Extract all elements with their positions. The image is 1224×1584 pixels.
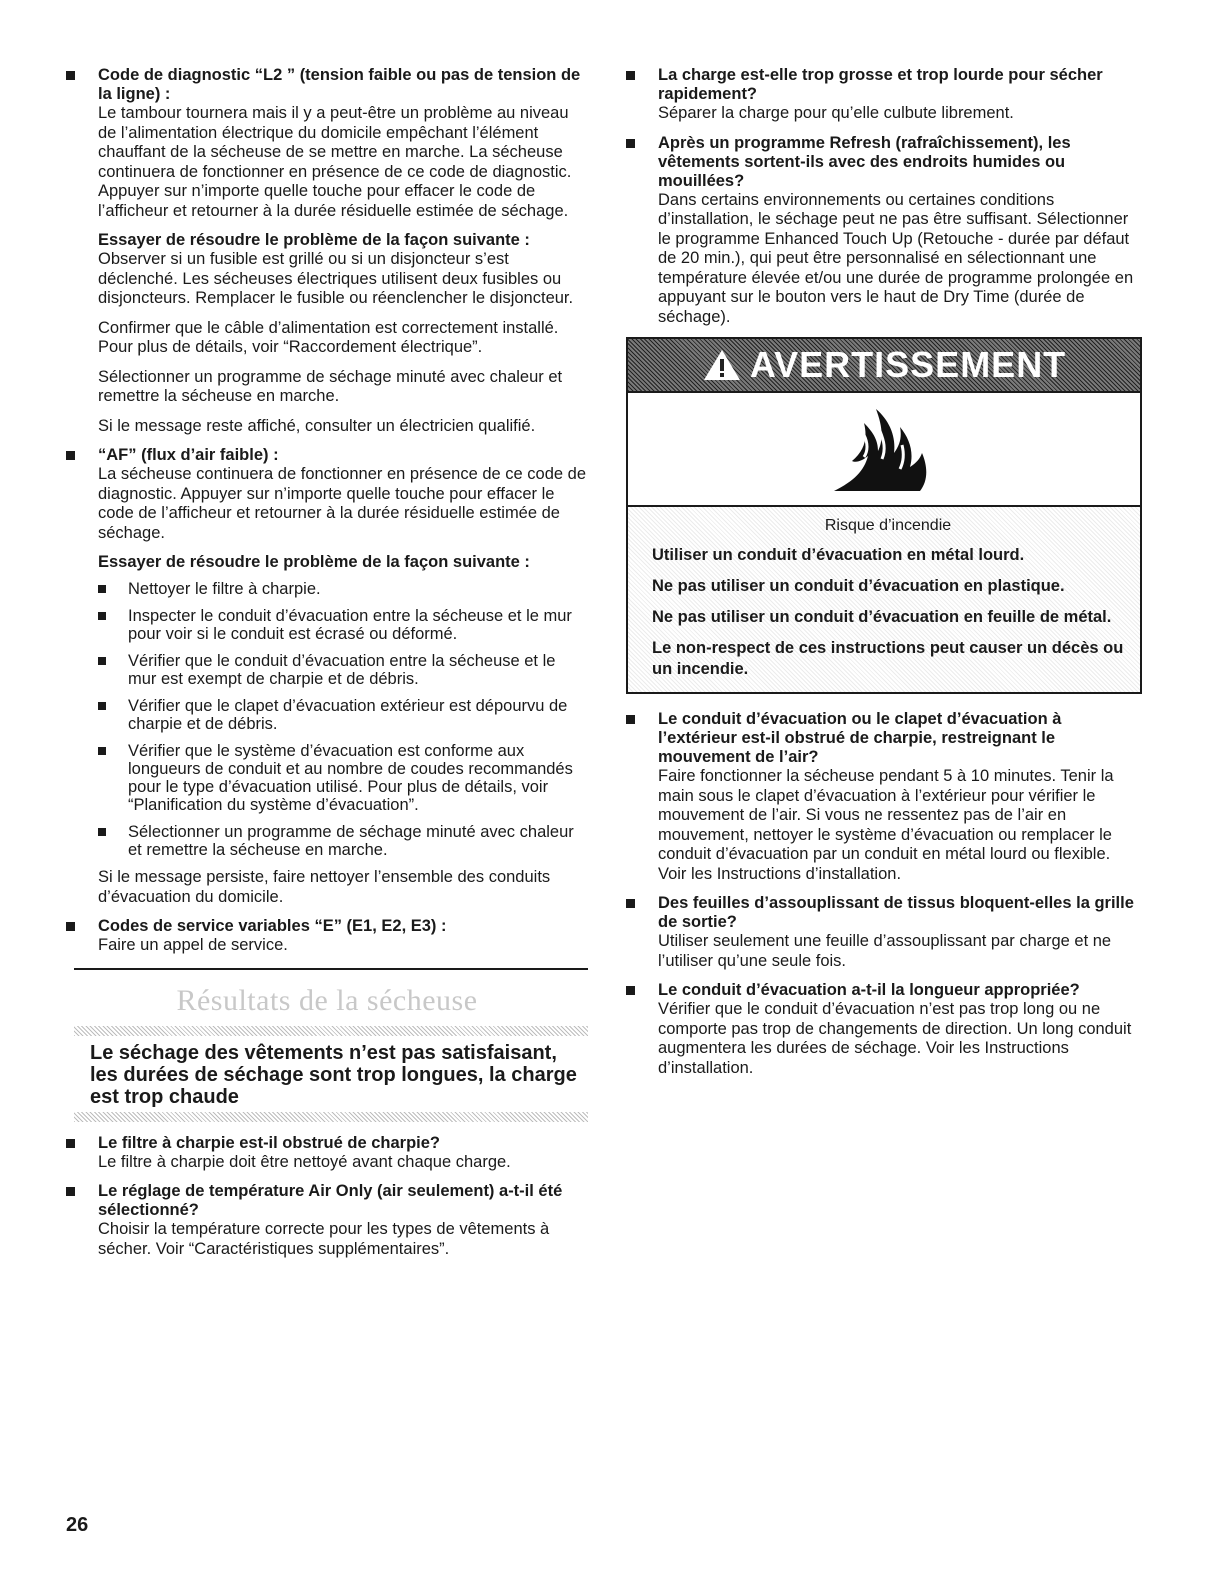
answer: La sécheuse continuera de fonctionner en présence de ce code de diagnostic. Appuyer sur n’importe quelle touche pour effacer le code de l’afficheur et retourner à la durée résiduelle estimée de séchage.: [98, 465, 587, 542]
question: Le conduit d’évacuation a-t-il la longueur appropriée?: [658, 981, 1080, 999]
paragraph: Confirmer que le câble d’alimentation est correctement installé. Pour plus de détails, voir “Raccordement électrique”.: [98, 318, 559, 356]
list-item-temperature: [66, 1182, 588, 1259]
answer: Vérifier que le conduit d’évacuation n’est pas trop long ou ne comporte pas trop de changements de direction. Un long conduit augmentera les durées de séchage. Voir les Instructions d’installation.: [658, 1000, 1132, 1077]
section-rule: [74, 968, 588, 970]
right-column: [626, 66, 1142, 1088]
bullet-icon: [98, 612, 106, 620]
warning-box: [626, 337, 1142, 694]
sub-list-item: Vérifier que le système d’évacuation est conforme aux longueurs de conduit et au nombre de coudes recommandés pour le type d’évacuation utilisé. Pour plus de détails, voir “Planification du système d’évacuation”.: [98, 742, 588, 814]
question: Des feuilles d’assouplissant de tissus bloquent-elles la grille de sortie?: [658, 894, 1134, 931]
list-item-load: [626, 66, 1142, 124]
answer: Faire un appel de service.: [98, 936, 288, 954]
answer: Utiliser seulement une feuille d’assouplissant par charge et ne l’utiliser qu’une seule fois.: [658, 932, 1112, 970]
bullet-icon: [98, 747, 106, 755]
bullet-icon: [66, 71, 75, 80]
try-heading: Essayer de résoudre le problème de la façon suivante :: [98, 553, 530, 571]
warning-header: [628, 339, 1140, 393]
bullet-icon: [66, 451, 75, 460]
paragraph: Si le message reste affiché, consulter un électricien qualifié.: [98, 416, 536, 435]
sub-list-item: Vérifier que le clapet d’évacuation extérieur est dépourvu de charpie et de débris.: [98, 697, 588, 733]
question: Le conduit d’évacuation ou le clapet d’évacuation à l’extérieur est-il obstrué de charpie, restreignant le mouvement de l’air?: [658, 710, 1062, 766]
answer: Le filtre à charpie doit être nettoyé avant chaque charge.: [98, 1152, 511, 1171]
bullet-icon: [626, 986, 635, 995]
sub-list-item: Vérifier que le conduit d’évacuation entre la sécheuse et le mur est exempt de charpie et de débris.: [98, 652, 588, 688]
answer: Le tambour tournera mais il y a peut-être un problème au niveau de l’alimentation électrique du domicile empêchant l’élément chauffant de la sécheuse de se mettre en marche. La sécheuse continuera de fonctionner en présence de ce code de diagnostic. Appuyer sur n’importe quelle touche pour effacer le code de l’afficheur et retourner à la durée résiduelle estimée de séchage.: [98, 104, 572, 220]
bullet-icon: [626, 139, 635, 148]
bullet-icon: [98, 702, 106, 710]
question: Le réglage de température Air Only (air seulement) a-t-il été sélectionné?: [98, 1182, 563, 1219]
warning-body: [628, 507, 1140, 692]
paragraph: Si le message persiste, faire nettoyer l’ensemble des conduits d’évacuation du domicile.: [98, 868, 551, 906]
sub-list-item: Inspecter le conduit d’évacuation entre la sécheuse et le mur pour voir si le conduit est écrasé ou déformé.: [98, 607, 588, 643]
list-item-length: [626, 981, 1142, 1078]
warning-triangle-icon: [702, 348, 742, 382]
list-item-l2: [66, 66, 588, 436]
warning-line: Ne pas utiliser un conduit d’évacuation en feuille de métal.: [652, 608, 1112, 626]
warning-title: AVERTISSEMENT: [749, 344, 1067, 385]
answer: Séparer la charge pour qu’elle culbute librement.: [658, 104, 1014, 122]
sub-list: [98, 580, 588, 859]
section-title: Résultats de la sécheuse: [176, 983, 478, 1017]
question: Code de diagnostic “L2 ” (tension faible ou pas de tension de la ligne) :: [98, 66, 581, 103]
question: Codes de service variables “E” (E1, E2, E3) :: [98, 917, 447, 935]
bullet-icon: [98, 657, 106, 665]
warning-line: Le non-respect de ces instructions peut causer un décès ou un incendie.: [652, 639, 1124, 678]
list-item-filter: [66, 1134, 588, 1173]
paragraph: Sélectionner un programme de séchage minuté avec chaleur et remettre la sécheuse en marche.: [98, 367, 563, 405]
list-item-e-codes: [66, 917, 588, 956]
list-item-af: [66, 446, 588, 907]
question: “AF” (flux d’air faible) :: [98, 446, 279, 464]
answer: Faire fonctionner la sécheuse pendant 5 à 10 minutes. Tenir la main sous le clapet d’évacuation à l’extérieur pour vérifier le mouvement de l’air. Si vous ne ressentez pas de l’air en mouvement, nettoyer le système d’évacuation ou remplacer le conduit d’évacuation par un conduit en métal lourd ou flexible. Voir les Instructions d’installation.: [658, 767, 1114, 883]
hatch-divider: [74, 1112, 588, 1122]
warning-risk: Risque d’incendie: [824, 517, 952, 534]
bullet-icon: [626, 715, 635, 724]
bullet-icon: [98, 828, 106, 836]
page-number: 26: [66, 1514, 89, 1536]
list-item-refresh: [626, 134, 1142, 328]
bullet-icon: [66, 922, 75, 931]
question: La charge est-elle trop grosse et trop lourde pour sécher rapidement?: [658, 66, 1103, 103]
sub-list-item: Nettoyer le filtre à charpie.: [98, 580, 588, 598]
sub-list-item: Sélectionner un programme de séchage minuté avec chaleur et remettre la sécheuse en marche.: [98, 823, 588, 859]
paragraph: Observer si un fusible est grillé ou si un disjoncteur s’est déclenché. Les sécheuses électriques utilisent deux fusibles ou disjoncteurs. Remplacer le fusible ou réenclencher le disjoncteur.: [98, 250, 574, 307]
warning-icon-area: [628, 393, 1140, 507]
answer: Dans certains environnements ou certaines conditions d’installation, le séchage peut ne pas être suffisant. Sélectionner le programme Enhanced Touch Up (Retouche - durée par défaut de 20 min.), qui peut être personnalisé en sélectionnant une température élevée et/ou une durée de programme prolongée en appuyant sur le bouton vers le haut de Dry Time (durée de séchage).: [658, 190, 1134, 326]
list-item-vent: [626, 710, 1142, 884]
bullet-icon: [66, 1139, 75, 1148]
hatch-divider: [74, 1026, 588, 1036]
warning-line: Ne pas utiliser un conduit d’évacuation en plastique.: [652, 577, 1065, 595]
question: Après un programme Refresh (rafraîchissement), les vêtements sortent-ils avec des endroits humides ou mouillées?: [658, 133, 1071, 190]
bullet-icon: [66, 1187, 75, 1196]
bullet-icon: [626, 899, 635, 908]
left-column: [66, 66, 588, 1269]
warning-line: Utiliser un conduit d’évacuation en métal lourd.: [652, 546, 1025, 564]
subsection-heading: Le séchage des vêtements n’est pas satisfaisant, les durées de séchage sont trop longues, la charge est trop chaude: [90, 1041, 577, 1108]
bullet-icon: [626, 71, 635, 80]
try-heading: Essayer de résoudre le problème de la façon suivante :: [98, 231, 530, 249]
bullet-icon: [98, 585, 106, 593]
question: Le filtre à charpie est-il obstrué de charpie?: [98, 1133, 441, 1152]
fire-icon: [824, 401, 944, 497]
answer: Choisir la température correcte pour les types de vêtements à sécher. Voir “Caractéristiques supplémentaires”.: [98, 1220, 550, 1258]
list-item-sheets: [626, 894, 1142, 971]
